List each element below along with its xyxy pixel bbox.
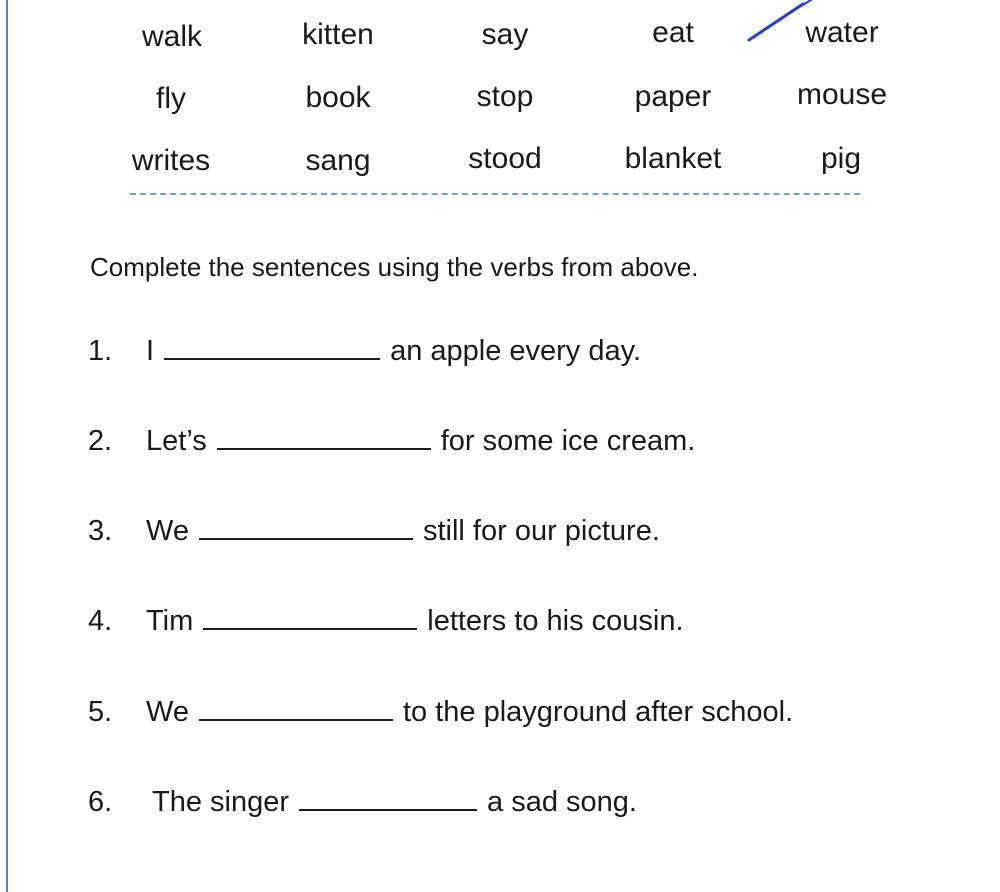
- word-paper[interactable]: paper: [634, 80, 712, 113]
- sentence-1: [88, 334, 641, 368]
- sentence-after: still for our picture.: [422, 515, 660, 547]
- sentence-4: [88, 604, 684, 638]
- answer-blank-5[interactable]: [199, 697, 393, 721]
- sentence-2: [88, 424, 695, 458]
- sentence-number: 5.: [88, 696, 113, 728]
- sentence-number: 6.: [88, 786, 113, 818]
- sentence-number: 3.: [88, 515, 113, 547]
- sentence-after: a sad song.: [487, 786, 637, 818]
- sentence-after: an apple every day.: [390, 335, 642, 367]
- word-blanket[interactable]: blanket: [624, 142, 722, 175]
- word-book[interactable]: book: [305, 81, 371, 114]
- sentence-6: [88, 785, 637, 819]
- sentence-after: letters to his cousin.: [427, 605, 684, 637]
- instruction-text: Complete the sentences using the verbs from above.: [90, 252, 699, 282]
- sentence-before: We: [146, 696, 189, 728]
- word-kitten[interactable]: kitten: [302, 18, 374, 51]
- word-stop[interactable]: stop: [476, 80, 534, 113]
- word-say[interactable]: say: [481, 18, 529, 51]
- pen-stroke-icon: [745, 0, 815, 46]
- sentence-3: [88, 514, 660, 548]
- answer-blank-2[interactable]: [217, 426, 431, 450]
- sentence-after: for some ice cream.: [440, 425, 696, 457]
- page-left-border: [6, 0, 8, 892]
- sentence-after: to the playground after school.: [402, 696, 794, 728]
- word-fly[interactable]: fly: [156, 82, 186, 115]
- answer-blank-4[interactable]: [203, 606, 417, 630]
- word-stood[interactable]: stood: [468, 142, 542, 175]
- word-eat[interactable]: eat: [652, 16, 694, 49]
- sentence-before: Let’s: [146, 425, 207, 457]
- word-bank-divider: [130, 193, 860, 195]
- sentence-number: 4.: [88, 605, 113, 637]
- sentence-before: We: [146, 515, 189, 547]
- answer-blank-1[interactable]: [164, 336, 380, 360]
- word-walk[interactable]: walk: [141, 20, 203, 53]
- word-sang[interactable]: sang: [305, 144, 371, 177]
- word-water[interactable]: water: [805, 16, 879, 49]
- sentence-number: 2.: [88, 425, 113, 457]
- word-pig[interactable]: pig: [820, 142, 862, 175]
- sentence-5: [88, 695, 793, 729]
- word-mouse[interactable]: mouse: [796, 78, 888, 111]
- sentence-number: 1.: [88, 335, 113, 367]
- answer-blank-3[interactable]: [199, 516, 413, 540]
- sentence-before: I: [146, 335, 155, 367]
- sentence-before: The singer: [152, 786, 290, 818]
- word-writes[interactable]: writes: [131, 144, 211, 177]
- sentence-before: Tim: [146, 605, 194, 637]
- answer-blank-6[interactable]: [299, 787, 477, 811]
